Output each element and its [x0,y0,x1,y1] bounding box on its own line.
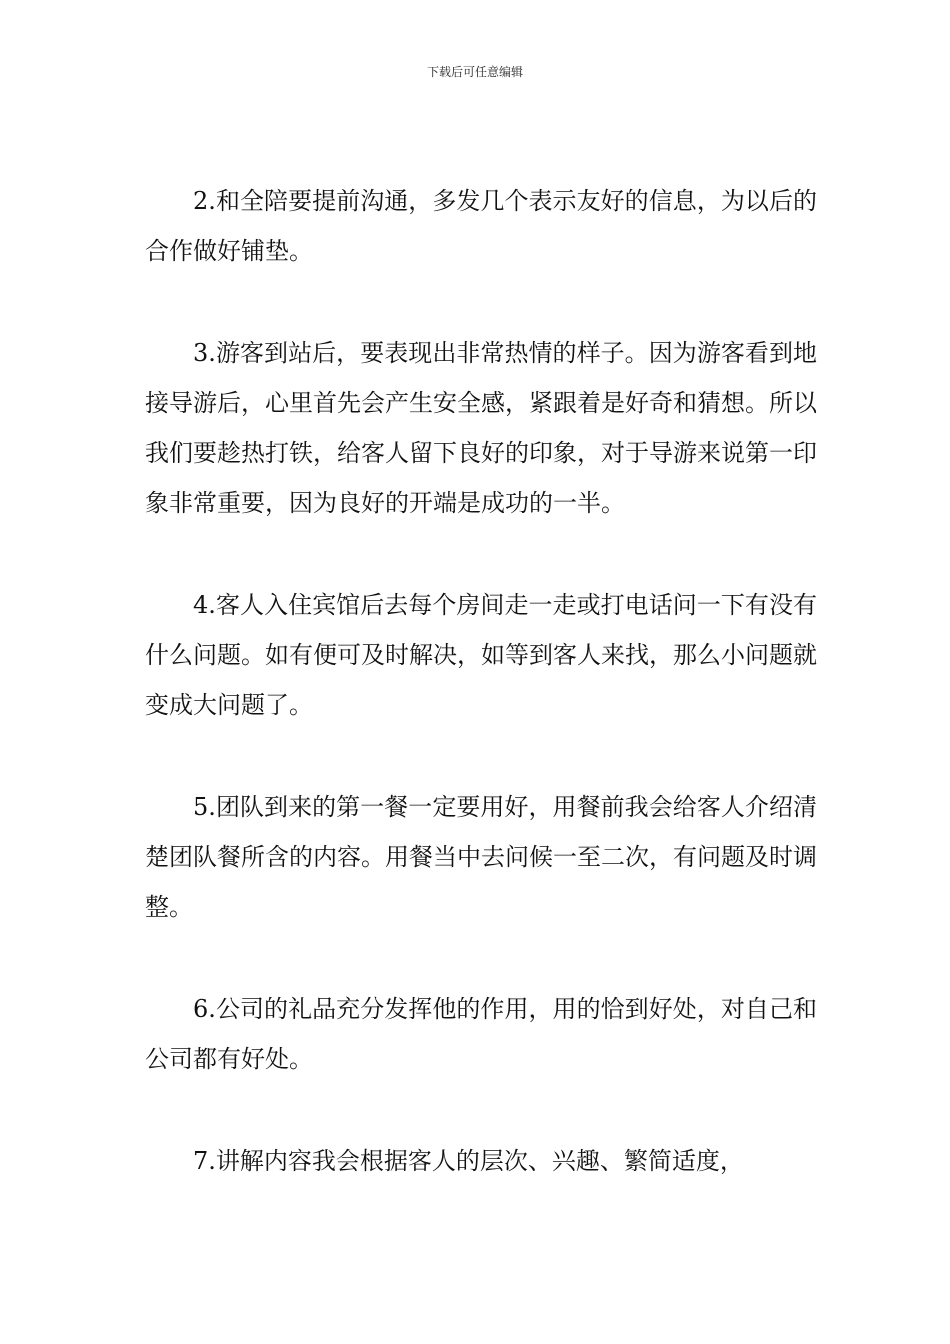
paragraph-2: 2.和全陪要提前沟通，多发几个表示友好的信息，为以后的合作做好铺垫。 [145,187,817,265]
paragraph-4: 4.客人入住宾馆后去每个房间走一走或打电话问一下有没有什么问题。如有便可及时解决，如等到客人来找，那么小问题就变成大问题了。 [145,591,817,719]
paragraph-7: 7.讲解内容我会根据客人的层次、兴趣、繁简适度， [193,1147,744,1175]
paragraph-3: 3.游客到站后，要表现出非常热情的样子。因为游客看到地接导游后，心里首先会产生安全感，紧跟着是好奇和猜想。所以我们要趁热打铁，给客人留下良好的印象，对于导游来说第一印象非常重要，因为良好的开端是成功的一半。 [145,339,817,517]
page-header: 下载后可任意编辑 [426,65,523,79]
paragraph-6: 6.公司的礼品充分发挥他的作用，用的恰到好处，对自己和公司都有好处。 [145,995,817,1073]
paragraph-5: 5.团队到来的第一餐一定要用好，用餐前我会给客人介绍清楚团队餐所含的内容。用餐当中去问候一至二次，有问题及时调整。 [145,793,817,921]
document-body [145,176,817,1238]
